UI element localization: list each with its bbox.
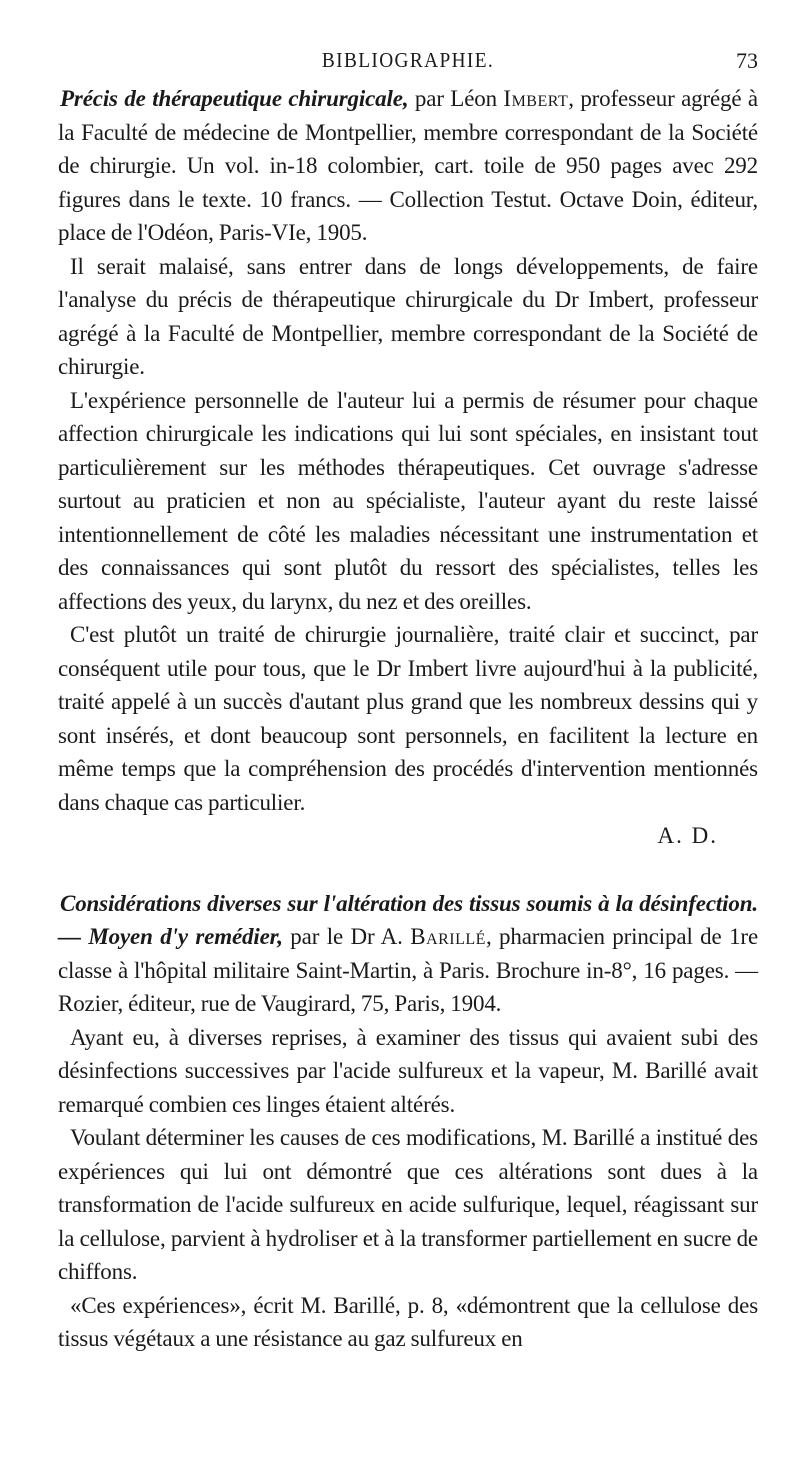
review1-title: Précis de thérapeutique chirurgicale, xyxy=(60,86,409,111)
review2-author: Barillé xyxy=(410,924,486,949)
page-number: 73 xyxy=(736,48,758,73)
review1-paragraph-2: L'expérience personnelle de l'auteur lui a permis de résumer pour chaque affection chirurgicale les indications qui lui sont spéciales, en insistant tout particulièrement sur les méthodes thérapeutiques. Cet ouvrage s'adresse surtout au praticien et non au spécialiste, l'auteur ayant du reste laissé intentionnellement de côté les maladies nécessitant une instrumentation et des connaissances qui sont plutôt du ressort des spécialistes, telles les affections des yeux, du larynx, du nez et des oreilles. xyxy=(58,387,758,614)
running-title: BIBLIOGRAPHIE. xyxy=(321,48,495,72)
page-body xyxy=(58,82,758,1356)
review1-author: Imbert xyxy=(503,86,569,111)
review2-paragraph-3: «Ces expériences», écrit M. Barillé, p. 8, «démontrent que la cellulose des tissus végétaux a une résistance au gaz sulfureux en xyxy=(58,1292,758,1351)
review2-title: Considérations diverses sur l'altération des tissus soumis à la désinfection. — Moyen d'y remédier, xyxy=(58,890,758,949)
review2-citation xyxy=(58,887,758,1021)
review1-signature: A. D. xyxy=(657,823,718,848)
running-head xyxy=(58,48,758,78)
review2-paragraph-2: Voulant déterminer les causes de ces modifications, M. Barillé a institué des expériences qui lui ont démontré que ces altérations sont dues à la transformation de l'acide sulfureux en acide sulfurique, lequel, réagissant sur la cellulose, parvient à hydroliser et à la transformer partiellement en sucre de chiffons. xyxy=(58,1125,758,1284)
review1-paragraph-1: Il serait malaisé, sans entrer dans de longs développements, de faire l'analyse du précis de thérapeutique chirurgicale du Dr Imbert, professeur agrégé à la Faculté de Montpellier, membre correspondant de la Société de chirurgie. xyxy=(58,253,758,379)
review1-citation-lead: par Léon xyxy=(414,86,504,111)
review2-citation-rest: , pharmacien principal de 1re classe à l'hôpital militaire Saint-Martin, à Paris. Brochure in-8°, 16 pages. — Rozier, éditeur, rue de Vaugirard, 75, Paris, 1904. xyxy=(58,924,758,1016)
review2-paragraph-1: Ayant eu, à diverses reprises, à examiner des tissus qui avaient subi des désinfections successives par l'acide sulfureux et la vapeur, M. Barillé avait remarqué combien ces linges étaient altérés. xyxy=(58,1024,758,1117)
review2-citation-lead: par le Dr A. xyxy=(282,924,411,949)
review1-paragraph-3: C'est plutôt un traité de chirurgie journalière, traité clair et succinct, par conséquent utile pour tous, que le Dr Imbert livre aujourd'hui à la publicité, traité appelé à un succès d'autant plus grand que les nombreux dessins qui y sont insérés, et dont beaucoup sont personnels, en facilitent la lecture en même temps que la compréhension des procédés d'intervention mentionnés dans chaque cas particulier. xyxy=(58,622,758,815)
review1-citation-rest: , professeur agrégé à la Faculté de médecine de Montpellier, membre correspondant de la Société de chirurgie. Un vol. in-18 colombier, cart. toile de 950 pages avec 292 figures dans le texte. 10 francs. — Collection Testut. Octave Doin, éditeur, place de l'Odéon, Paris-VIe, 1905. xyxy=(58,86,758,245)
review1-citation xyxy=(58,82,758,250)
section-gap xyxy=(58,853,758,887)
